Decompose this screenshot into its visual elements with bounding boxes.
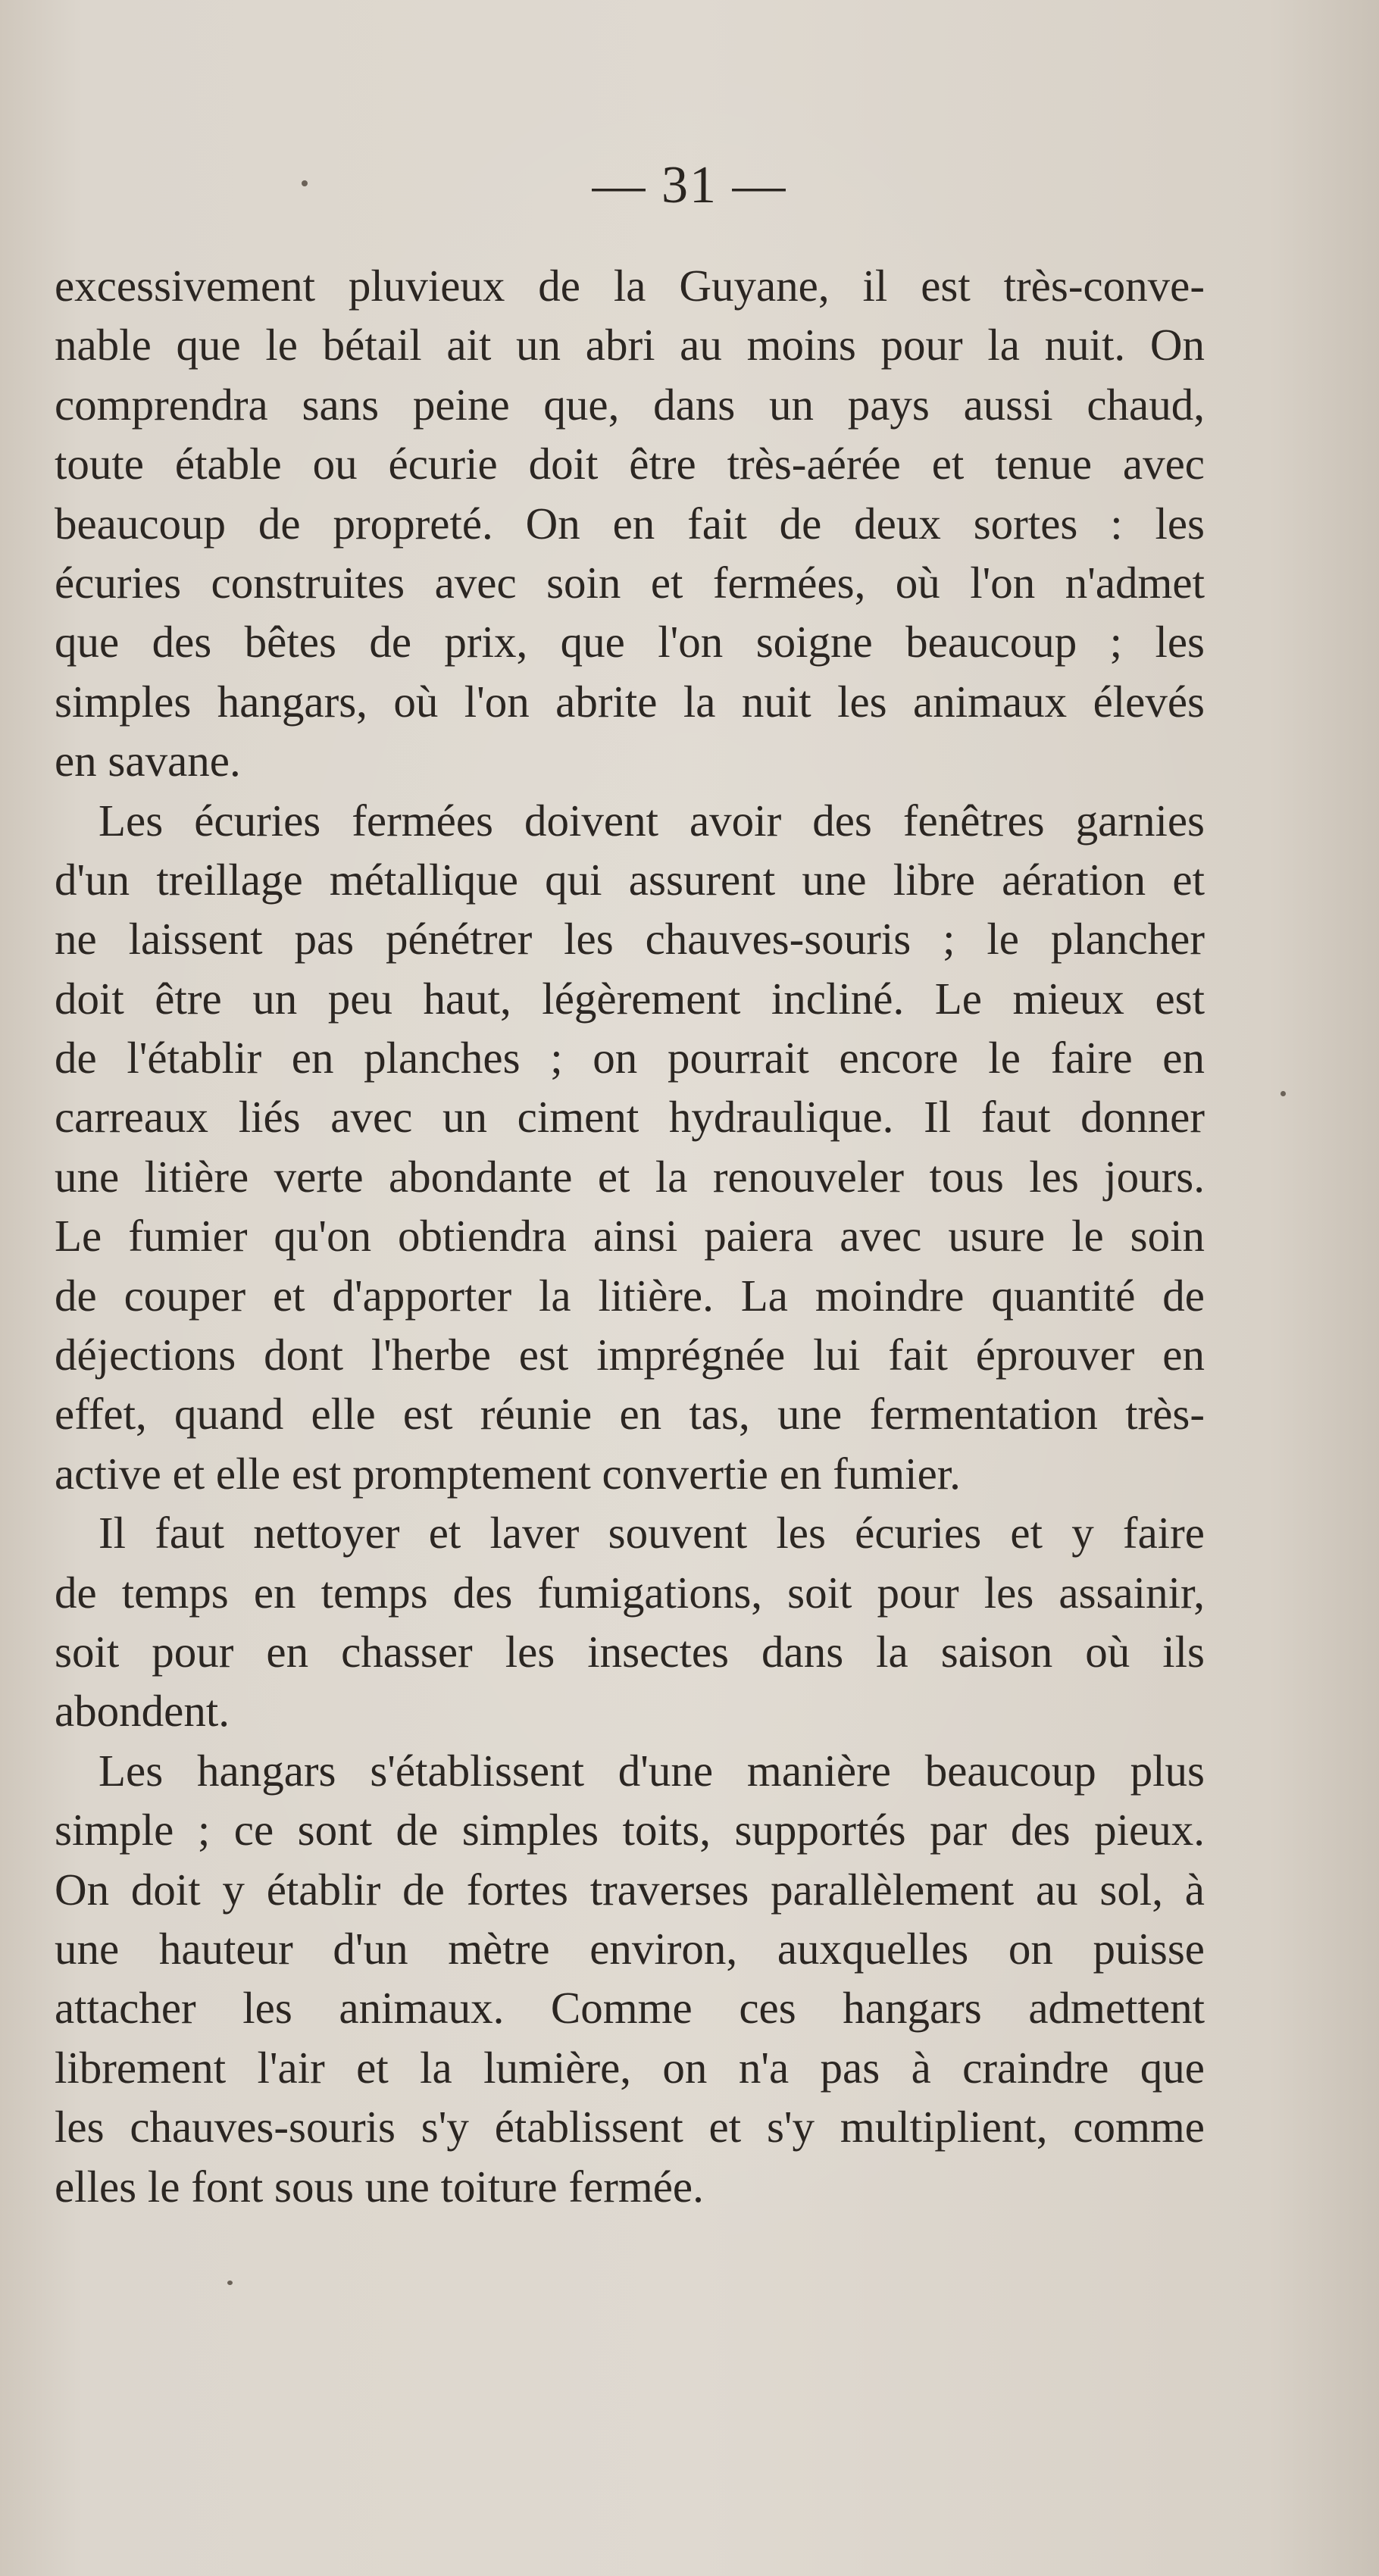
text-line: beaucoup de propreté. On en fait de deux sortes : les — [55, 498, 1205, 549]
page-number: — 31 — — [592, 156, 787, 214]
text-line: de l'établir en planches ; on pourrait encore le faire en — [55, 1033, 1205, 1083]
text-line: effet, quand elle est réunie en tas, une fermentation très- — [55, 1389, 1205, 1440]
text-line: comprendra sans peine que, dans un pays aussi chaud, — [55, 379, 1205, 430]
text-line: simples hangars, où l'on abrite la nuit les animaux élevés — [55, 676, 1205, 727]
text-line: toute étable ou écurie doit être très-aérée et tenue avec — [55, 439, 1205, 489]
text-line: attacher les animaux. Comme ces hangars admettent — [55, 1983, 1205, 2034]
text-line: On doit y établir de fortes traverses parallèlement au sol, à — [55, 1864, 1205, 1915]
text-line: une hauteur d'un mètre environ, auxquelles on puisse — [55, 1923, 1205, 1974]
text-line: en savane. — [55, 736, 241, 786]
text-line: Les hangars s'établissent d'une manière beaucoup plus — [98, 1745, 1205, 1796]
text-line: une litière verte abondante et la renouveler tous les jours. — [55, 1151, 1205, 1202]
text-line: d'un treillage métallique qui assurent une libre aération et — [55, 854, 1205, 905]
text-line: les chauves-souris s'y établissent et s'y multiplient, comme — [55, 2102, 1205, 2152]
text-line: elles le font sous une toiture fermée. — [55, 2161, 704, 2212]
text-line: de temps en temps des fumigations, soit pour les assainir, — [55, 1567, 1205, 1618]
text-line: de couper et d'apporter la litière. La moindre quantité de — [55, 1270, 1205, 1321]
text-line: excessivement pluvieux de la Guyane, il est très-conve- — [55, 261, 1205, 311]
paper-speck — [1280, 1091, 1286, 1096]
text-line: simple ; ce sont de simples toits, supportés par des pieux. — [55, 1805, 1205, 1855]
body-text — [55, 256, 1205, 2216]
text-line: que des bêtes de prix, que l'on soigne beaucoup ; les — [55, 617, 1205, 667]
text-line: Les écuries fermées doivent avoir des fenêtres garnies — [98, 795, 1205, 846]
text-line: ne laissent pas pénétrer les chauves-souris ; le plancher — [55, 914, 1205, 964]
text-line: déjections dont l'herbe est imprégnée lui fait éprouver en — [55, 1330, 1205, 1380]
text-line: active et elle est promptement convertie en fumier. — [55, 1448, 961, 1499]
text-line: soit pour en chasser les insectes dans la saison où ils — [55, 1626, 1205, 1677]
text-line: Le fumier qu'on obtiendra ainsi paiera avec usure le soin — [55, 1211, 1205, 1261]
text-line: écuries construites avec soin et fermées, où l'on n'admet — [55, 557, 1205, 608]
text-line: librement l'air et la lumière, on n'a pas à craindre que — [55, 2042, 1205, 2093]
text-line: nable que le bétail ait un abri au moins pour la nuit. On — [55, 320, 1205, 370]
paper-speck — [227, 2281, 233, 2285]
text-line: doit être un peu haut, légèrement incliné. Le mieux est — [55, 973, 1205, 1024]
text-line: Il faut nettoyer et laver souvent les écuries et y faire — [98, 1508, 1205, 1558]
text-line: abondent. — [55, 1686, 230, 1737]
text-line: carreaux liés avec un ciment hydraulique. Il faut donner — [55, 1092, 1205, 1143]
